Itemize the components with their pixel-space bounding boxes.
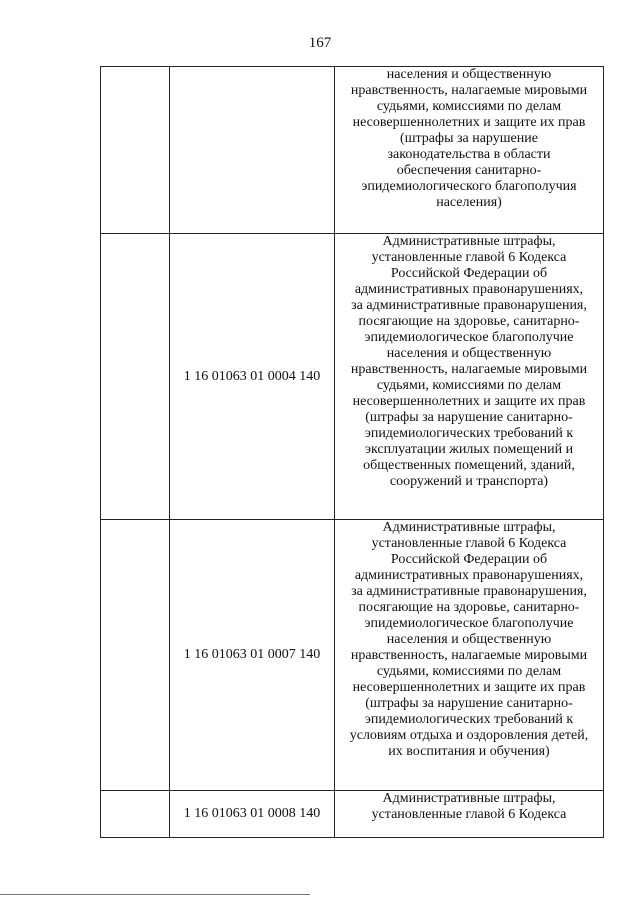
description-line: административных правонарушениях,	[354, 568, 584, 583]
table-row	[101, 791, 604, 838]
description-line: установленные главой 6 Кодекса	[371, 250, 567, 265]
description-line: посягающие на здоровье, санитарно-	[358, 600, 580, 615]
description-line: установленные главой 6 Кодекса	[371, 536, 567, 551]
description-line: эпидемиологическое благополучие	[364, 330, 574, 345]
description-line: за административные правонарушения,	[351, 584, 587, 599]
description-line: нравственность, налагаемые мировыми	[350, 648, 588, 663]
description-line: несовершеннолетних и защите их прав	[352, 394, 586, 409]
description-line: эксплуатации жилых помещений и	[364, 442, 574, 457]
page-number: 167	[308, 35, 332, 51]
description-line: Административные штрафы,	[382, 791, 556, 806]
admin-code-cell	[101, 67, 170, 234]
description-line: населения)	[436, 195, 502, 210]
description-line: (штрафы за нарушение санитарно-	[365, 696, 573, 711]
description-line: их воспитания и обучения)	[388, 744, 550, 759]
description-line: Российской Федерации об	[390, 266, 548, 281]
income-code-cell	[170, 67, 335, 234]
description-line: общественных помещений, зданий,	[363, 458, 575, 473]
table-row	[101, 67, 604, 234]
income-code-cell: 1 16 01063 01 0004 140	[170, 234, 335, 520]
description-line: за административные правонарушения,	[351, 298, 587, 313]
description-line: обеспечения санитарно-	[396, 163, 542, 178]
description-line: нравственность, налагаемые мировыми	[350, 362, 588, 377]
admin-code-cell	[101, 520, 170, 791]
income-code-cell: 1 16 01063 01 0008 140	[170, 791, 335, 838]
footer-rule	[0, 894, 310, 895]
income-description-cell	[335, 234, 604, 520]
description-line: населения и общественную	[386, 67, 552, 82]
description-line: установленные главой 6 Кодекса	[371, 807, 567, 822]
income-description-cell	[335, 520, 604, 791]
description-line: судьями, комиссиями по делам	[376, 378, 562, 393]
description-line: законодательства в области	[387, 147, 551, 162]
description-line: административных правонарушениях,	[354, 282, 584, 297]
budget-classification-table	[100, 66, 604, 838]
admin-code-cell	[101, 791, 170, 838]
income-code-cell: 1 16 01063 01 0007 140	[170, 520, 335, 791]
description-line: эпидемиологических требований к	[364, 712, 574, 727]
table-row	[101, 520, 604, 791]
income-description-cell	[335, 67, 604, 234]
description-line: Российской Федерации об	[390, 552, 548, 567]
description-line: сооружений и транспорта)	[389, 474, 549, 489]
description-line: несовершеннолетних и защите их прав	[352, 680, 586, 695]
admin-code-cell	[101, 234, 170, 520]
income-description-cell	[335, 791, 604, 838]
description-line: эпидемиологического благополучия	[361, 179, 577, 194]
table-row	[101, 234, 604, 520]
description-line: Административные штрафы,	[382, 520, 556, 535]
description-line: населения и общественную	[386, 632, 552, 647]
description-line: посягающие на здоровье, санитарно-	[358, 314, 580, 329]
description-line: (штрафы за нарушение	[400, 131, 538, 146]
description-line: нравственность, налагаемые мировыми	[350, 83, 588, 98]
description-line: судьями, комиссиями по делам	[376, 99, 562, 114]
description-line: (штрафы за нарушение санитарно-	[365, 410, 573, 425]
description-line: эпидемиологических требований к	[364, 426, 574, 441]
description-line: эпидемиологическое благополучие	[364, 616, 574, 631]
description-line: Административные штрафы,	[382, 234, 556, 249]
description-line: населения и общественную	[386, 346, 552, 361]
description-line: условиям отдыха и оздоровления детей,	[349, 728, 589, 743]
description-line: судьями, комиссиями по делам	[376, 664, 562, 679]
description-line: несовершеннолетних и защите их прав	[352, 115, 586, 130]
